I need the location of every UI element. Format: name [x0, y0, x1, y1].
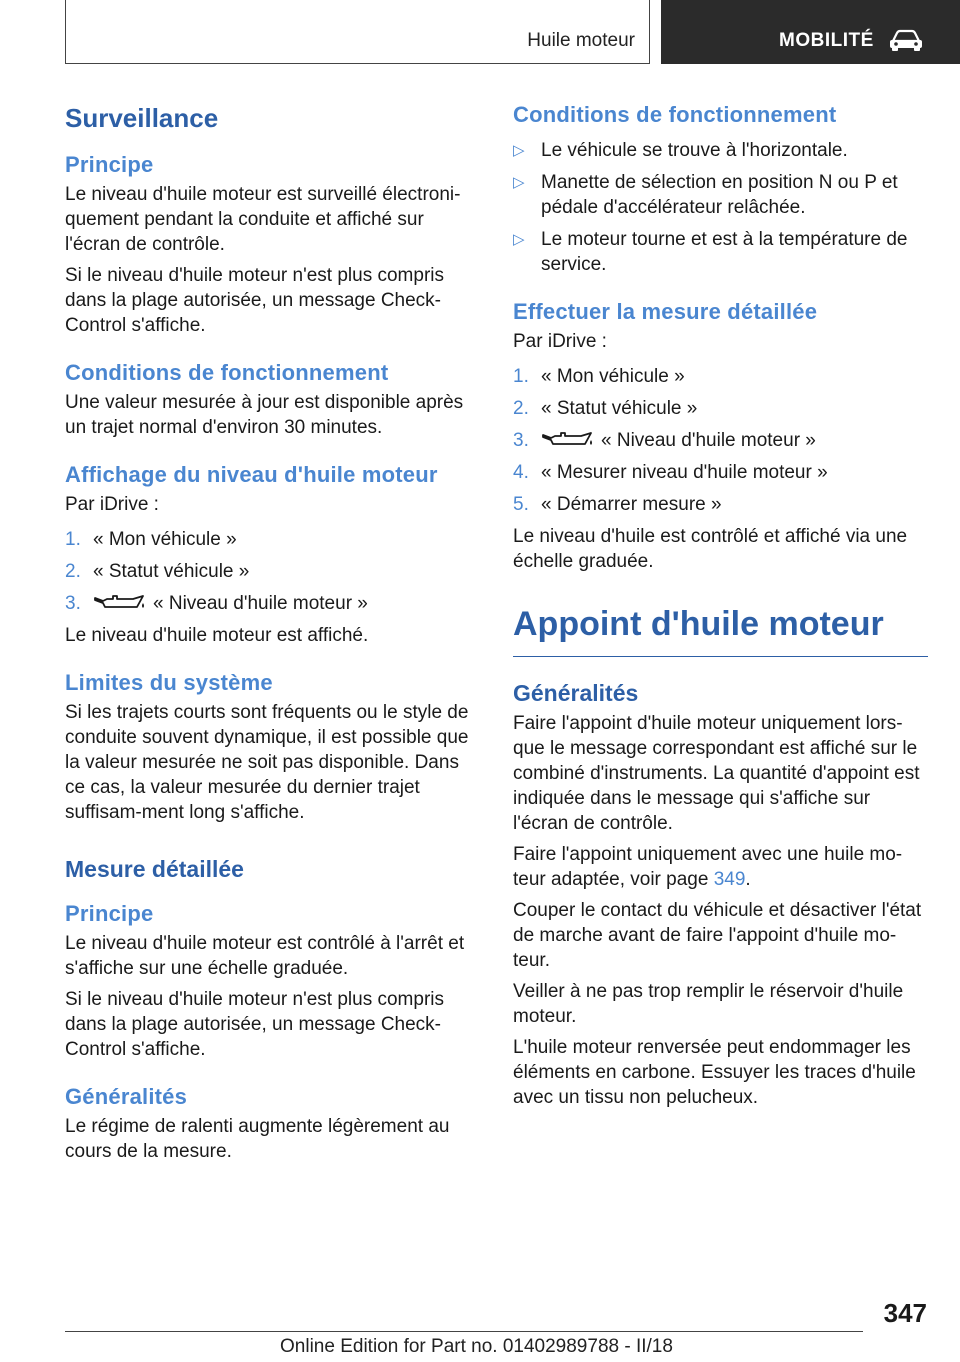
paragraph: Le niveau d'huile moteur est surveillé électroni-quement pendant la conduite et affiché sur l'écran de contrôle. [65, 184, 461, 255]
list-item [65, 591, 483, 616]
step-number: 1. [513, 366, 529, 387]
step-text: « Niveau d'huile moteur » [153, 593, 368, 614]
heading-surveillance: Surveillance [65, 103, 219, 133]
paragraph: Le régime de ralenti augmente légèrement au cours de la mesure. [65, 1116, 450, 1162]
footer-divider [65, 1331, 863, 1332]
heading-generalites: Généralités [513, 680, 639, 706]
step-number: 3. [65, 593, 81, 614]
bullet-triangle-icon: ▷ [513, 174, 525, 191]
list-text: Manette de sélection en position N ou P et pédale d'accélérateur relâchée. [541, 172, 898, 218]
heading-principe: Principe [65, 901, 154, 926]
bullet-triangle-icon: ▷ [513, 142, 525, 159]
paragraph: Une valeur mesurée à jour est disponible après un trajet normal d'environ 30 minutes. [65, 392, 464, 438]
paragraph: Si les trajets courts sont fréquents ou le style de conduite souvent dynamique, il est possible que la valeur mesurée ne soit pas disponible. Dans ce cas, la valeur mesurée du dernier trajet suffisam-ment long s'affiche. [65, 702, 469, 823]
step-number: 3. [513, 430, 529, 451]
paragraph [513, 842, 928, 892]
paragraph-text: . [745, 869, 751, 890]
paragraph-text: Faire l'appoint uniquement avec une huile mo-teur adaptée, voir page [513, 844, 903, 890]
list-text: Le véhicule se trouve à l'horizontale. [541, 140, 848, 161]
paragraph: Par iDrive : [65, 494, 159, 515]
paragraph: Veiller à ne pas trop remplir le réservoir d'huile moteur. [513, 981, 904, 1027]
step-number: 2. [513, 398, 529, 419]
list-item [65, 559, 483, 584]
footer-edition: Online Edition for Part no. 01402989788 - II/18 [280, 1336, 673, 1357]
right-column [513, 100, 928, 1110]
left-column [65, 100, 483, 1164]
heading-affichage: Affichage du niveau d'huile moteur [65, 462, 438, 487]
paragraph: Par iDrive : [513, 331, 607, 352]
page-header [0, 0, 960, 66]
heading-effectuer: Effectuer la mesure détaillée [513, 299, 818, 324]
page-reference-link[interactable]: 349 [713, 869, 746, 890]
heading-conditions: Conditions de fonctionnement [65, 360, 389, 385]
page-number: 347 [883, 1298, 927, 1328]
step-text: « Mon véhicule » [541, 366, 685, 387]
list-item [513, 138, 928, 163]
paragraph: L'huile moteur renversée peut endommager les éléments en carbone. Essuyer les traces d'huile avec un tissu non pelucheux. [513, 1037, 916, 1108]
chapter-title: MOBILITÉ [779, 30, 874, 51]
step-text: « Démarrer mesure » [541, 494, 722, 515]
step-text: « Niveau d'huile moteur » [601, 430, 816, 451]
bullet-triangle-icon: ▷ [513, 231, 525, 248]
list-text: Le moteur tourne et est à la température de service. [541, 229, 908, 275]
paragraph: Le niveau d'huile est contrôlé et affiché via une échelle graduée. [513, 526, 908, 572]
list-item [513, 170, 928, 220]
list-item [513, 460, 928, 485]
step-number: 2. [65, 561, 81, 582]
conditions-list [513, 138, 928, 277]
list-item [513, 227, 928, 277]
heading-appoint: Appoint d'huile moteur [513, 602, 928, 657]
section-header-box [65, 0, 650, 64]
list-item [513, 492, 928, 517]
step-number: 4. [513, 462, 529, 483]
paragraph: Si le niveau d'huile moteur n'est plus compris dans la plage autorisée, un message Check-Control s'affiche. [65, 265, 444, 336]
steps-list [513, 364, 928, 517]
step-text: « Statut véhicule » [93, 561, 250, 582]
list-item [513, 364, 928, 389]
oil-can-icon [93, 593, 147, 611]
car-icon [888, 28, 924, 52]
step-text: « Mesurer niveau d'huile moteur » [541, 462, 828, 483]
paragraph: Faire l'appoint d'huile moteur uniquement lors-que le message correspondant est affiché sur le combiné d'instruments. La quantité d'appoint est indiquée dans le message qui s'affiche sur l'écran de contrôle. [513, 713, 920, 834]
list-item [513, 428, 928, 453]
heading-limites: Limites du système [65, 670, 273, 695]
paragraph: Le niveau d'huile moteur est contrôlé à l'arrêt et s'affiche sur une échelle graduée. [65, 933, 465, 979]
paragraph: Si le niveau d'huile moteur n'est plus compris dans la plage autorisée, un message Check-Control s'affiche. [65, 989, 444, 1060]
heading-generalites: Généralités [65, 1084, 188, 1109]
step-number: 5. [513, 494, 529, 515]
heading-conditions: Conditions de fonctionnement [513, 102, 837, 127]
list-item [513, 396, 928, 421]
paragraph: Couper le contact du véhicule et désactiver l'état de marche avant de faire l'appoint d'huile mo-teur. [513, 900, 922, 971]
heading-mesure-detaillee: Mesure détaillée [65, 856, 244, 882]
heading-principe: Principe [65, 152, 154, 177]
step-number: 1. [65, 529, 81, 550]
step-text: « Statut véhicule » [541, 398, 698, 419]
step-text: « Mon véhicule » [93, 529, 237, 550]
oil-can-icon [541, 430, 595, 448]
list-item [65, 527, 483, 552]
section-title: Huile moteur [527, 30, 635, 51]
paragraph: Le niveau d'huile moteur est affiché. [65, 625, 369, 646]
steps-list [65, 527, 483, 616]
chapter-tab [661, 0, 960, 64]
